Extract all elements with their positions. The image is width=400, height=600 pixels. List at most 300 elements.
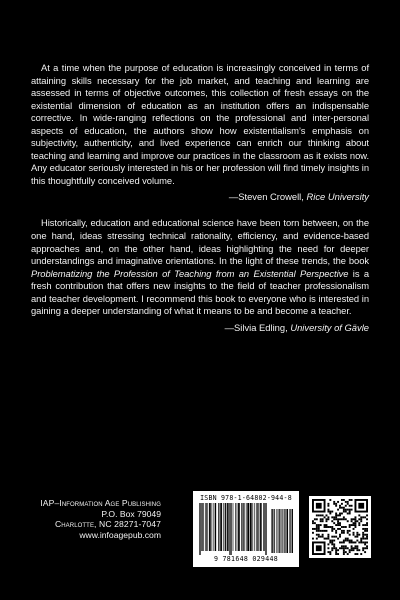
qr-module: [360, 540, 362, 542]
qr-module: [349, 524, 351, 526]
qr-module: [366, 538, 368, 540]
qr-module: [343, 511, 345, 513]
isbn-label: ISBN 978-1-64802-944-8: [200, 494, 292, 502]
qr-module: [329, 526, 331, 528]
qr-module: [324, 538, 326, 540]
qr-module: [362, 536, 364, 538]
qr-module: [331, 543, 333, 545]
qr-module: [326, 520, 328, 522]
barcode-addon-bar: [273, 509, 274, 553]
qr-module: [347, 540, 349, 542]
qr-module: [353, 541, 355, 543]
qr-module: [349, 513, 351, 515]
qr-module: [335, 532, 337, 534]
barcode-addon-bar: [286, 509, 287, 553]
qr-module: [335, 547, 337, 549]
qr-module: [318, 514, 320, 516]
qr-module: [341, 545, 343, 547]
qr-module: [351, 520, 353, 522]
endorsement-2-text-before: Historically, education and educational science have been torn between, on the one hand, ideas stressing technical rationality, efficiency, and evidence-based approaches and, on the other hand, ideas highlighting the need for deeper understandings and imaginative orientations. In the light of these trends, the book: [31, 217, 369, 267]
qr-module: [322, 520, 324, 522]
barcode-bar: [225, 503, 226, 551]
barcode-addon-bar: [284, 509, 285, 553]
barcode-bar: [258, 503, 259, 551]
barcode-bar: [228, 503, 229, 551]
qr-module: [339, 534, 341, 536]
barcode-bar: [210, 503, 211, 551]
qr-code: [309, 496, 371, 558]
qr-module: [318, 536, 320, 538]
qr-module: [353, 549, 355, 551]
qr-module: [356, 532, 358, 534]
qr-module: [341, 503, 343, 505]
endorsement-2-author: —Silvia Edling,: [224, 321, 291, 333]
endorsement-2-affiliation: University of Gävle: [290, 321, 369, 333]
qr-module: [339, 524, 341, 526]
barcode-bar: [203, 503, 204, 551]
qr-module: [351, 549, 353, 551]
qr-module: [335, 551, 337, 553]
qr-module: [312, 532, 314, 534]
qr-module: [360, 520, 362, 522]
qr-module: [341, 513, 343, 515]
barcode-addon-bar: [280, 509, 281, 553]
qr-module: [345, 538, 347, 540]
qr-module: [331, 516, 333, 518]
qr-module: [318, 524, 320, 526]
barcode-bar: [199, 503, 200, 555]
qr-module: [327, 536, 329, 538]
qr-module: [326, 530, 328, 532]
qr-module: [327, 511, 329, 513]
qr-module: [364, 534, 366, 536]
qr-module: [362, 547, 364, 549]
qr-module: [324, 524, 326, 526]
barcode-addon-bar: [276, 509, 277, 553]
qr-module: [312, 528, 314, 530]
qr-module: [343, 540, 345, 542]
qr-module: [331, 547, 333, 549]
qr-module: [316, 524, 318, 526]
qr-module: [354, 522, 356, 524]
qr-module: [316, 514, 318, 516]
qr-module: [333, 503, 335, 505]
qr-module: [345, 545, 347, 547]
qr-module: [331, 530, 333, 532]
qr-module: [320, 524, 322, 526]
qr-module: [354, 553, 356, 555]
barcode-bar: [210, 503, 211, 551]
qr-module: [322, 536, 324, 538]
qr-module: [366, 528, 368, 530]
qr-code-icon: [312, 499, 368, 555]
qr-module: [345, 547, 347, 549]
qr-module: [347, 532, 349, 534]
qr-module: [349, 534, 351, 536]
qr-module: [331, 540, 333, 542]
qr-module: [327, 538, 329, 540]
qr-module: [322, 514, 324, 516]
qr-module: [351, 541, 353, 543]
barcode-bar: [238, 503, 239, 551]
qr-module: [351, 505, 353, 507]
qr-module: [345, 526, 347, 528]
qr-module: [329, 540, 331, 542]
qr-module: [316, 538, 318, 540]
qr-module: [362, 541, 364, 543]
qr-module: [341, 547, 343, 549]
qr-module: [349, 511, 351, 513]
qr-module: [366, 524, 368, 526]
qr-module: [316, 518, 318, 520]
qr-module: [356, 520, 358, 522]
qr-module: [354, 545, 356, 547]
qr-module: [329, 511, 331, 513]
qr-module: [364, 538, 366, 540]
qr-module: [347, 520, 349, 522]
barcode-bar: [261, 503, 262, 551]
qr-module: [329, 513, 331, 515]
qr-module: [331, 526, 333, 528]
qr-module: [347, 538, 349, 540]
qr-module: [343, 526, 345, 528]
qr-module: [318, 530, 320, 532]
qr-module: [333, 516, 335, 518]
qr-module: [339, 518, 341, 520]
qr-module: [341, 530, 343, 532]
barcode-bar: [209, 503, 210, 551]
barcode-addon-bar: [292, 509, 293, 553]
qr-finder-pattern: [358, 503, 364, 509]
qr-module: [356, 536, 358, 538]
barcode-bar: [233, 503, 234, 551]
qr-module: [327, 526, 329, 528]
qr-module: [349, 549, 351, 551]
qr-module: [358, 514, 360, 516]
qr-module: [354, 547, 356, 549]
qr-module: [343, 549, 345, 551]
qr-module: [335, 553, 337, 555]
qr-module: [345, 518, 347, 520]
qr-module: [341, 532, 343, 534]
qr-module: [337, 518, 339, 520]
qr-module: [347, 530, 349, 532]
publisher-city: Charlotte, NC 28271-7047: [54, 519, 161, 530]
qr-module: [364, 547, 366, 549]
qr-module: [345, 505, 347, 507]
qr-module: [327, 509, 329, 511]
qr-module: [354, 541, 356, 543]
qr-module: [356, 547, 358, 549]
qr-module: [351, 545, 353, 547]
barcode-addon-bar: [285, 509, 286, 553]
qr-module: [351, 518, 353, 520]
endorsement-1-author: —Steven Crowell,: [228, 191, 307, 203]
barcode-bar: [229, 503, 230, 555]
qr-module: [353, 547, 355, 549]
qr-module: [362, 538, 364, 540]
qr-module: [356, 545, 358, 547]
barcode-bar: [251, 503, 252, 551]
qr-module: [331, 536, 333, 538]
qr-module: [318, 526, 320, 528]
qr-module: [356, 549, 358, 551]
qr-module: [316, 526, 318, 528]
qr-module: [327, 518, 329, 520]
qr-finder-pattern: [316, 503, 322, 509]
qr-module: [335, 518, 337, 520]
barcode-bar: [252, 503, 253, 551]
isbn-barcode: [193, 491, 299, 567]
barcode-bar: [215, 503, 216, 551]
barcode-bar: [237, 503, 238, 551]
qr-module: [358, 541, 360, 543]
qr-module: [324, 526, 326, 528]
qr-module: [312, 520, 314, 522]
qr-module: [349, 540, 351, 542]
barcode-bar: [249, 503, 250, 551]
qr-module: [362, 532, 364, 534]
qr-module: [339, 536, 341, 538]
qr-module: [366, 534, 368, 536]
qr-module: [362, 524, 364, 526]
qr-module: [347, 513, 349, 515]
qr-module: [337, 514, 339, 516]
qr-module: [358, 518, 360, 520]
barcode-bar: [221, 503, 222, 551]
barcode-bar: [265, 503, 266, 555]
qr-module: [316, 528, 318, 530]
qr-module: [366, 518, 368, 520]
qr-module: [326, 538, 328, 540]
qr-module: [354, 520, 356, 522]
qr-module: [358, 524, 360, 526]
qr-module: [343, 532, 345, 534]
barcode-bar: [220, 503, 221, 551]
barcode-bar: [257, 503, 258, 551]
qr-module: [337, 524, 339, 526]
qr-module: [316, 534, 318, 536]
qr-module: [364, 543, 366, 545]
qr-module: [324, 530, 326, 532]
barcode-bar: [244, 503, 245, 551]
qr-module: [353, 532, 355, 534]
barcode-bar: [266, 503, 267, 555]
qr-module: [362, 516, 364, 518]
qr-module: [345, 551, 347, 553]
barcode-addon-bar: [274, 509, 275, 553]
barcode-bar: [216, 503, 217, 551]
qr-module: [337, 538, 339, 540]
qr-module: [353, 534, 355, 536]
qr-module: [364, 528, 366, 530]
qr-module: [320, 520, 322, 522]
qr-module: [351, 509, 353, 511]
qr-module: [329, 553, 331, 555]
endorsement-2-text: [31, 217, 369, 317]
qr-module: [335, 524, 337, 526]
qr-module: [335, 530, 337, 532]
qr-module: [343, 551, 345, 553]
qr-module: [362, 549, 364, 551]
qr-module: [329, 541, 331, 543]
barcode-bar: [218, 503, 219, 551]
qr-module: [347, 501, 349, 503]
qr-module: [331, 520, 333, 522]
qr-module: [337, 553, 339, 555]
qr-module: [339, 507, 341, 509]
barcode-addon-bar: [291, 509, 292, 553]
qr-module: [316, 530, 318, 532]
qr-module: [349, 526, 351, 528]
qr-module: [335, 513, 337, 515]
qr-module: [331, 541, 333, 543]
barcode-addon-bar: [272, 509, 273, 553]
qr-module: [326, 526, 328, 528]
barcode-bar: [263, 503, 264, 551]
barcode-bar: [239, 503, 240, 551]
qr-module: [333, 540, 335, 542]
qr-module: [356, 534, 358, 536]
qr-module: [337, 520, 339, 522]
qr-module: [312, 522, 314, 524]
qr-module: [327, 543, 329, 545]
barcode-bar: [248, 503, 249, 551]
qr-module: [339, 541, 341, 543]
qr-module: [366, 514, 368, 516]
barcode-bar: [200, 503, 201, 555]
qr-module: [360, 541, 362, 543]
qr-module: [314, 528, 316, 530]
qr-module: [333, 501, 335, 503]
qr-module: [345, 540, 347, 542]
barcode-bar: [206, 503, 207, 551]
qr-module: [354, 536, 356, 538]
qr-module: [320, 514, 322, 516]
barcode-bar: [260, 503, 261, 551]
barcode-bar: [223, 503, 224, 551]
ean13-barcode-icon: [197, 503, 295, 555]
qr-module: [364, 530, 366, 532]
barcode-addon-bar: [278, 509, 279, 553]
barcode-bar: [201, 503, 202, 551]
qr-module: [343, 530, 345, 532]
qr-module: [351, 547, 353, 549]
qr-module: [366, 536, 368, 538]
qr-module: [343, 541, 345, 543]
qr-module: [347, 547, 349, 549]
qr-module: [341, 541, 343, 543]
qr-module: [349, 509, 351, 511]
qr-module: [333, 522, 335, 524]
qr-module: [353, 518, 355, 520]
qr-module: [364, 551, 366, 553]
endorsement-1-attribution: [31, 191, 369, 203]
qr-module: [327, 534, 329, 536]
qr-module: [349, 530, 351, 532]
barcode-bar: [212, 503, 213, 551]
qr-module: [314, 522, 316, 524]
qr-module: [327, 505, 329, 507]
barcode-bar: [207, 503, 208, 551]
qr-module: [339, 528, 341, 530]
barcode-bar: [202, 503, 203, 551]
barcode-addon-bar: [274, 509, 275, 553]
barcode-bar: [231, 503, 232, 555]
qr-module: [364, 524, 366, 526]
qr-module: [343, 516, 345, 518]
barcode-bar: [227, 503, 228, 551]
qr-module: [335, 514, 337, 516]
barcode-bar: [227, 503, 228, 551]
barcode-addon-bar: [279, 509, 280, 553]
barcode-addon-bar: [289, 509, 290, 553]
barcode-addon-bar: [271, 509, 272, 553]
qr-module: [360, 553, 362, 555]
qr-module: [354, 524, 356, 526]
qr-module: [333, 528, 335, 530]
qr-module: [333, 536, 335, 538]
qr-module: [341, 507, 343, 509]
qr-module: [349, 505, 351, 507]
endorsement-1-text: At a time when the purpose of education is increasingly conceived in terms of attaining skills necessary for the job market, and teaching and learning are assessed in terms of objective outcomes, this collection of fresh essays on the existential dimension of education as an institution offers an indispensable corrective. In wide-ranging reflections on the professional and inter-personal aspects of education, the authors show how existentialism’s emphasis on subjectivity, authenticity, and lived experience can enrich our thinking about teaching and learning and improve our practices in the classroom as it exists now. Any educator seriously interested in his or her profession will find timely insights in this thoughtfully conceived volume.: [31, 62, 369, 186]
qr-module: [327, 551, 329, 553]
qr-module: [366, 541, 368, 543]
barcode-bar: [254, 503, 255, 551]
endorsement-2-text-after: is a fresh contribution that offers new insights to the field of teacher professionalism and teacher development. I recommend this book to everyone who is interested in gaining a deeper understanding of what it means to be and become a teacher.: [31, 267, 369, 317]
qr-module: [366, 530, 368, 532]
barcode-addon-bar: [287, 509, 288, 553]
qr-module: [364, 541, 366, 543]
qr-module: [327, 503, 329, 505]
qr-module: [353, 522, 355, 524]
qr-module: [343, 553, 345, 555]
publisher-name: IAP–Information Age Publishing: [40, 498, 161, 508]
qr-module: [360, 518, 362, 520]
qr-module: [349, 551, 351, 553]
qr-module: [343, 545, 345, 547]
qr-module: [337, 509, 339, 511]
barcode-bar: [246, 503, 247, 551]
endorsement-2-book-title: Problematizing the Profession of Teaching from an Existential Perspective: [31, 267, 349, 279]
qr-module: [353, 528, 355, 530]
qr-module: [329, 499, 331, 501]
qr-module: [335, 503, 337, 505]
endorsement-2-attribution: [31, 322, 369, 334]
barcode-bar: [241, 503, 242, 551]
barcode-bar: [221, 503, 222, 551]
qr-module: [337, 522, 339, 524]
qr-module: [366, 547, 368, 549]
barcode-bar: [239, 503, 240, 551]
qr-module: [351, 499, 353, 501]
qr-module: [343, 499, 345, 501]
qr-module: [354, 516, 356, 518]
qr-module: [337, 501, 339, 503]
barcode-bar: [264, 503, 265, 551]
barcode-bar: [235, 503, 236, 551]
qr-module: [335, 505, 337, 507]
qr-module: [312, 538, 314, 540]
qr-module: [320, 530, 322, 532]
qr-module: [362, 528, 364, 530]
qr-module: [337, 528, 339, 530]
qr-module: [345, 501, 347, 503]
ean-digits: 9 781648 029448: [213, 555, 279, 563]
qr-module: [343, 509, 345, 511]
qr-module: [351, 524, 353, 526]
qr-module: [354, 526, 356, 528]
